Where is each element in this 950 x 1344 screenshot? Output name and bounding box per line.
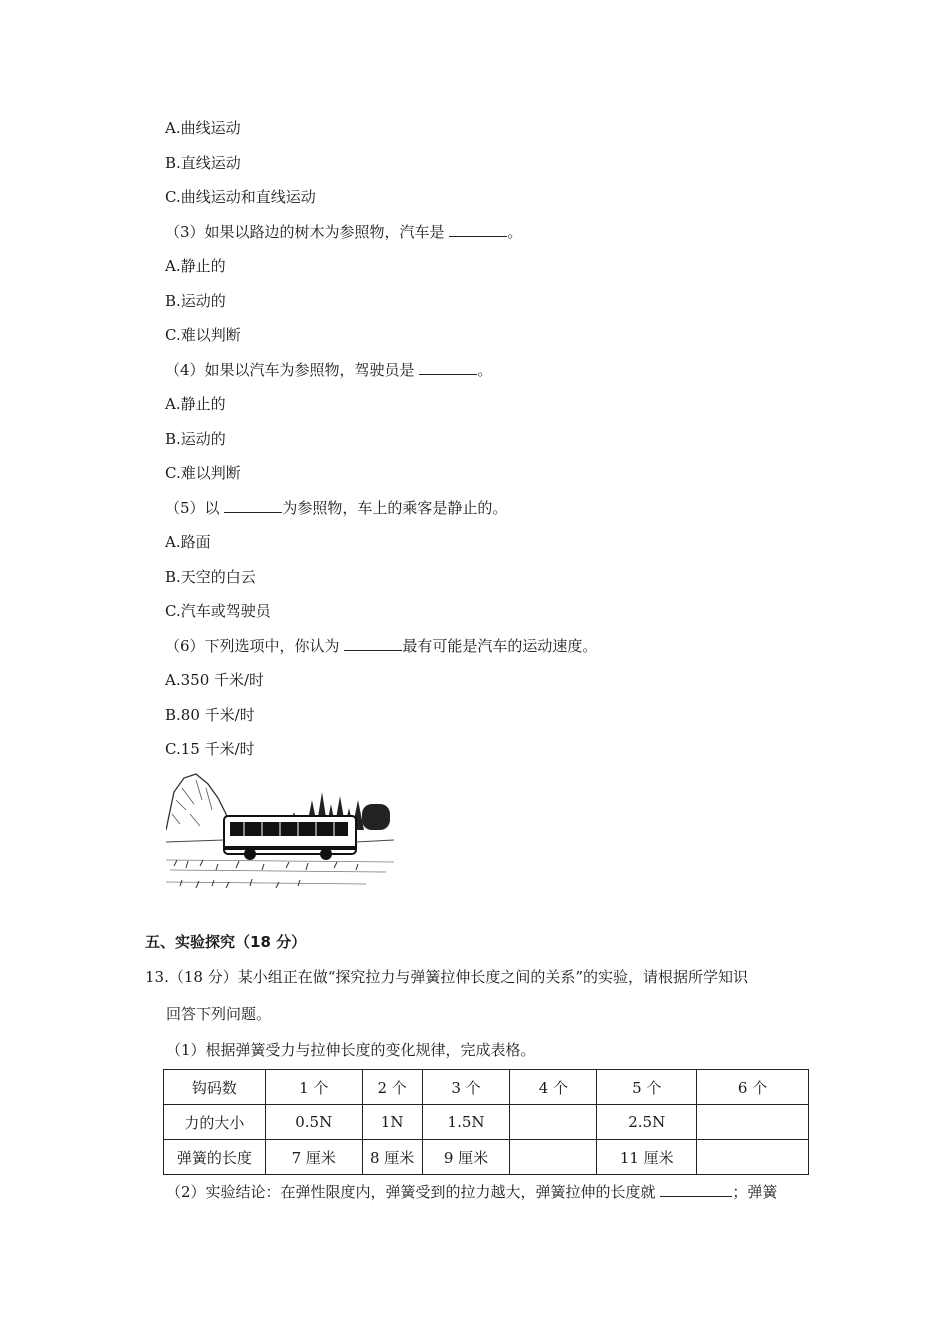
q2-option-b: B.直线运动 <box>165 154 241 172</box>
q4-option-b: B.运动的 <box>165 430 226 448</box>
table-header-cell: 6 个 <box>697 1070 809 1105</box>
q4-stem <box>165 360 492 380</box>
table-cell: 力的大小 <box>164 1105 266 1140</box>
q6-stem <box>165 636 597 656</box>
q4-text-before: （4）如果以汽车为参照物，驾驶员是 <box>165 361 420 379</box>
q13-sub1: （1）根据弹簧受力与拉伸长度的变化规律，完成表格。 <box>166 1041 536 1059</box>
q5-answer-blank[interactable] <box>224 498 282 513</box>
table-header-cell: 3 个 <box>422 1070 510 1105</box>
table-header-cell: 5 个 <box>597 1070 697 1105</box>
table-blank-cell[interactable] <box>697 1105 809 1140</box>
table-cell: 1.5N <box>422 1105 510 1140</box>
spring-data-table <box>163 1069 809 1175</box>
q4-option-c: C.难以判断 <box>165 464 241 482</box>
q13-stem-line1: 13.（18 分）某小组正在做“探究拉力与弹簧拉伸长度之间的关系”的实验，请根据所学知识 <box>145 968 749 986</box>
table-cell: 11 厘米 <box>597 1140 697 1175</box>
table-blank-cell[interactable] <box>510 1140 597 1175</box>
q5-text-before: （5）以 <box>165 499 225 517</box>
table-cell: 2.5N <box>597 1105 697 1140</box>
q3-answer-blank[interactable] <box>449 222 507 237</box>
q13-sub2-answer-blank[interactable] <box>660 1182 732 1197</box>
q4-answer-blank[interactable] <box>419 360 477 375</box>
table-header-cell: 1 个 <box>265 1070 362 1105</box>
q4-text-after: 。 <box>477 361 493 379</box>
section-5-heading: 五、实验探究（18 分） <box>145 933 307 951</box>
q13-stem-line2: 回答下列问题。 <box>166 1005 272 1023</box>
bus-illustration <box>166 770 394 892</box>
table-header-cell: 2 个 <box>362 1070 422 1105</box>
q2-option-c: C.曲线运动和直线运动 <box>165 188 316 206</box>
q6-answer-blank[interactable] <box>344 636 402 651</box>
q5-stem <box>165 498 507 518</box>
table-cell: 1N <box>362 1105 422 1140</box>
q6-text-before: （6）下列选项中，你认为 <box>165 637 345 655</box>
q6-text-after: 最有可能是汽车的运动速度。 <box>402 637 598 655</box>
q6-option-b: B.80 千米/时 <box>165 706 255 724</box>
q3-text-after: 。 <box>507 223 523 241</box>
q13-sub2-text-after: ；弹簧 <box>732 1183 778 1201</box>
table-row <box>164 1105 809 1140</box>
table-cell: 0.5N <box>265 1105 362 1140</box>
q5-option-a: A.路面 <box>165 533 211 551</box>
table-cell: 8 厘米 <box>362 1140 422 1175</box>
q3-option-b: B.运动的 <box>165 292 226 310</box>
table-blank-cell[interactable] <box>510 1105 597 1140</box>
q6-option-a: A.350 千米/时 <box>165 671 265 689</box>
table-cell: 弹簧的长度 <box>164 1140 266 1175</box>
q3-option-a: A.静止的 <box>165 257 226 275</box>
table-header-cell: 钩码数 <box>164 1070 266 1105</box>
q6-option-c: C.15 千米/时 <box>165 740 255 758</box>
q5-option-b: B.天空的白云 <box>165 568 256 586</box>
q3-option-c: C.难以判断 <box>165 326 241 344</box>
spring-data-table-body <box>164 1070 809 1175</box>
q3-text-before: （3）如果以路边的树木为参照物，汽车是 <box>165 223 450 241</box>
table-blank-cell[interactable] <box>697 1140 809 1175</box>
table-header-cell: 4 个 <box>510 1070 597 1105</box>
q2-option-a: A.曲线运动 <box>165 119 241 137</box>
q5-text-after: 为参照物，车上的乘客是静止的。 <box>282 499 508 517</box>
table-cell: 7 厘米 <box>265 1140 362 1175</box>
table-row <box>164 1070 809 1105</box>
q13-sub2-text-before: （2）实验结论：在弹性限度内，弹簧受到的拉力越大，弹簧拉伸的长度就 <box>166 1183 661 1201</box>
q4-option-a: A.静止的 <box>165 395 226 413</box>
table-cell: 9 厘米 <box>422 1140 510 1175</box>
table-row <box>164 1140 809 1175</box>
q3-stem <box>165 222 522 242</box>
q13-sub2 <box>166 1182 777 1202</box>
q5-option-c: C.汽车或驾驶员 <box>165 602 271 620</box>
